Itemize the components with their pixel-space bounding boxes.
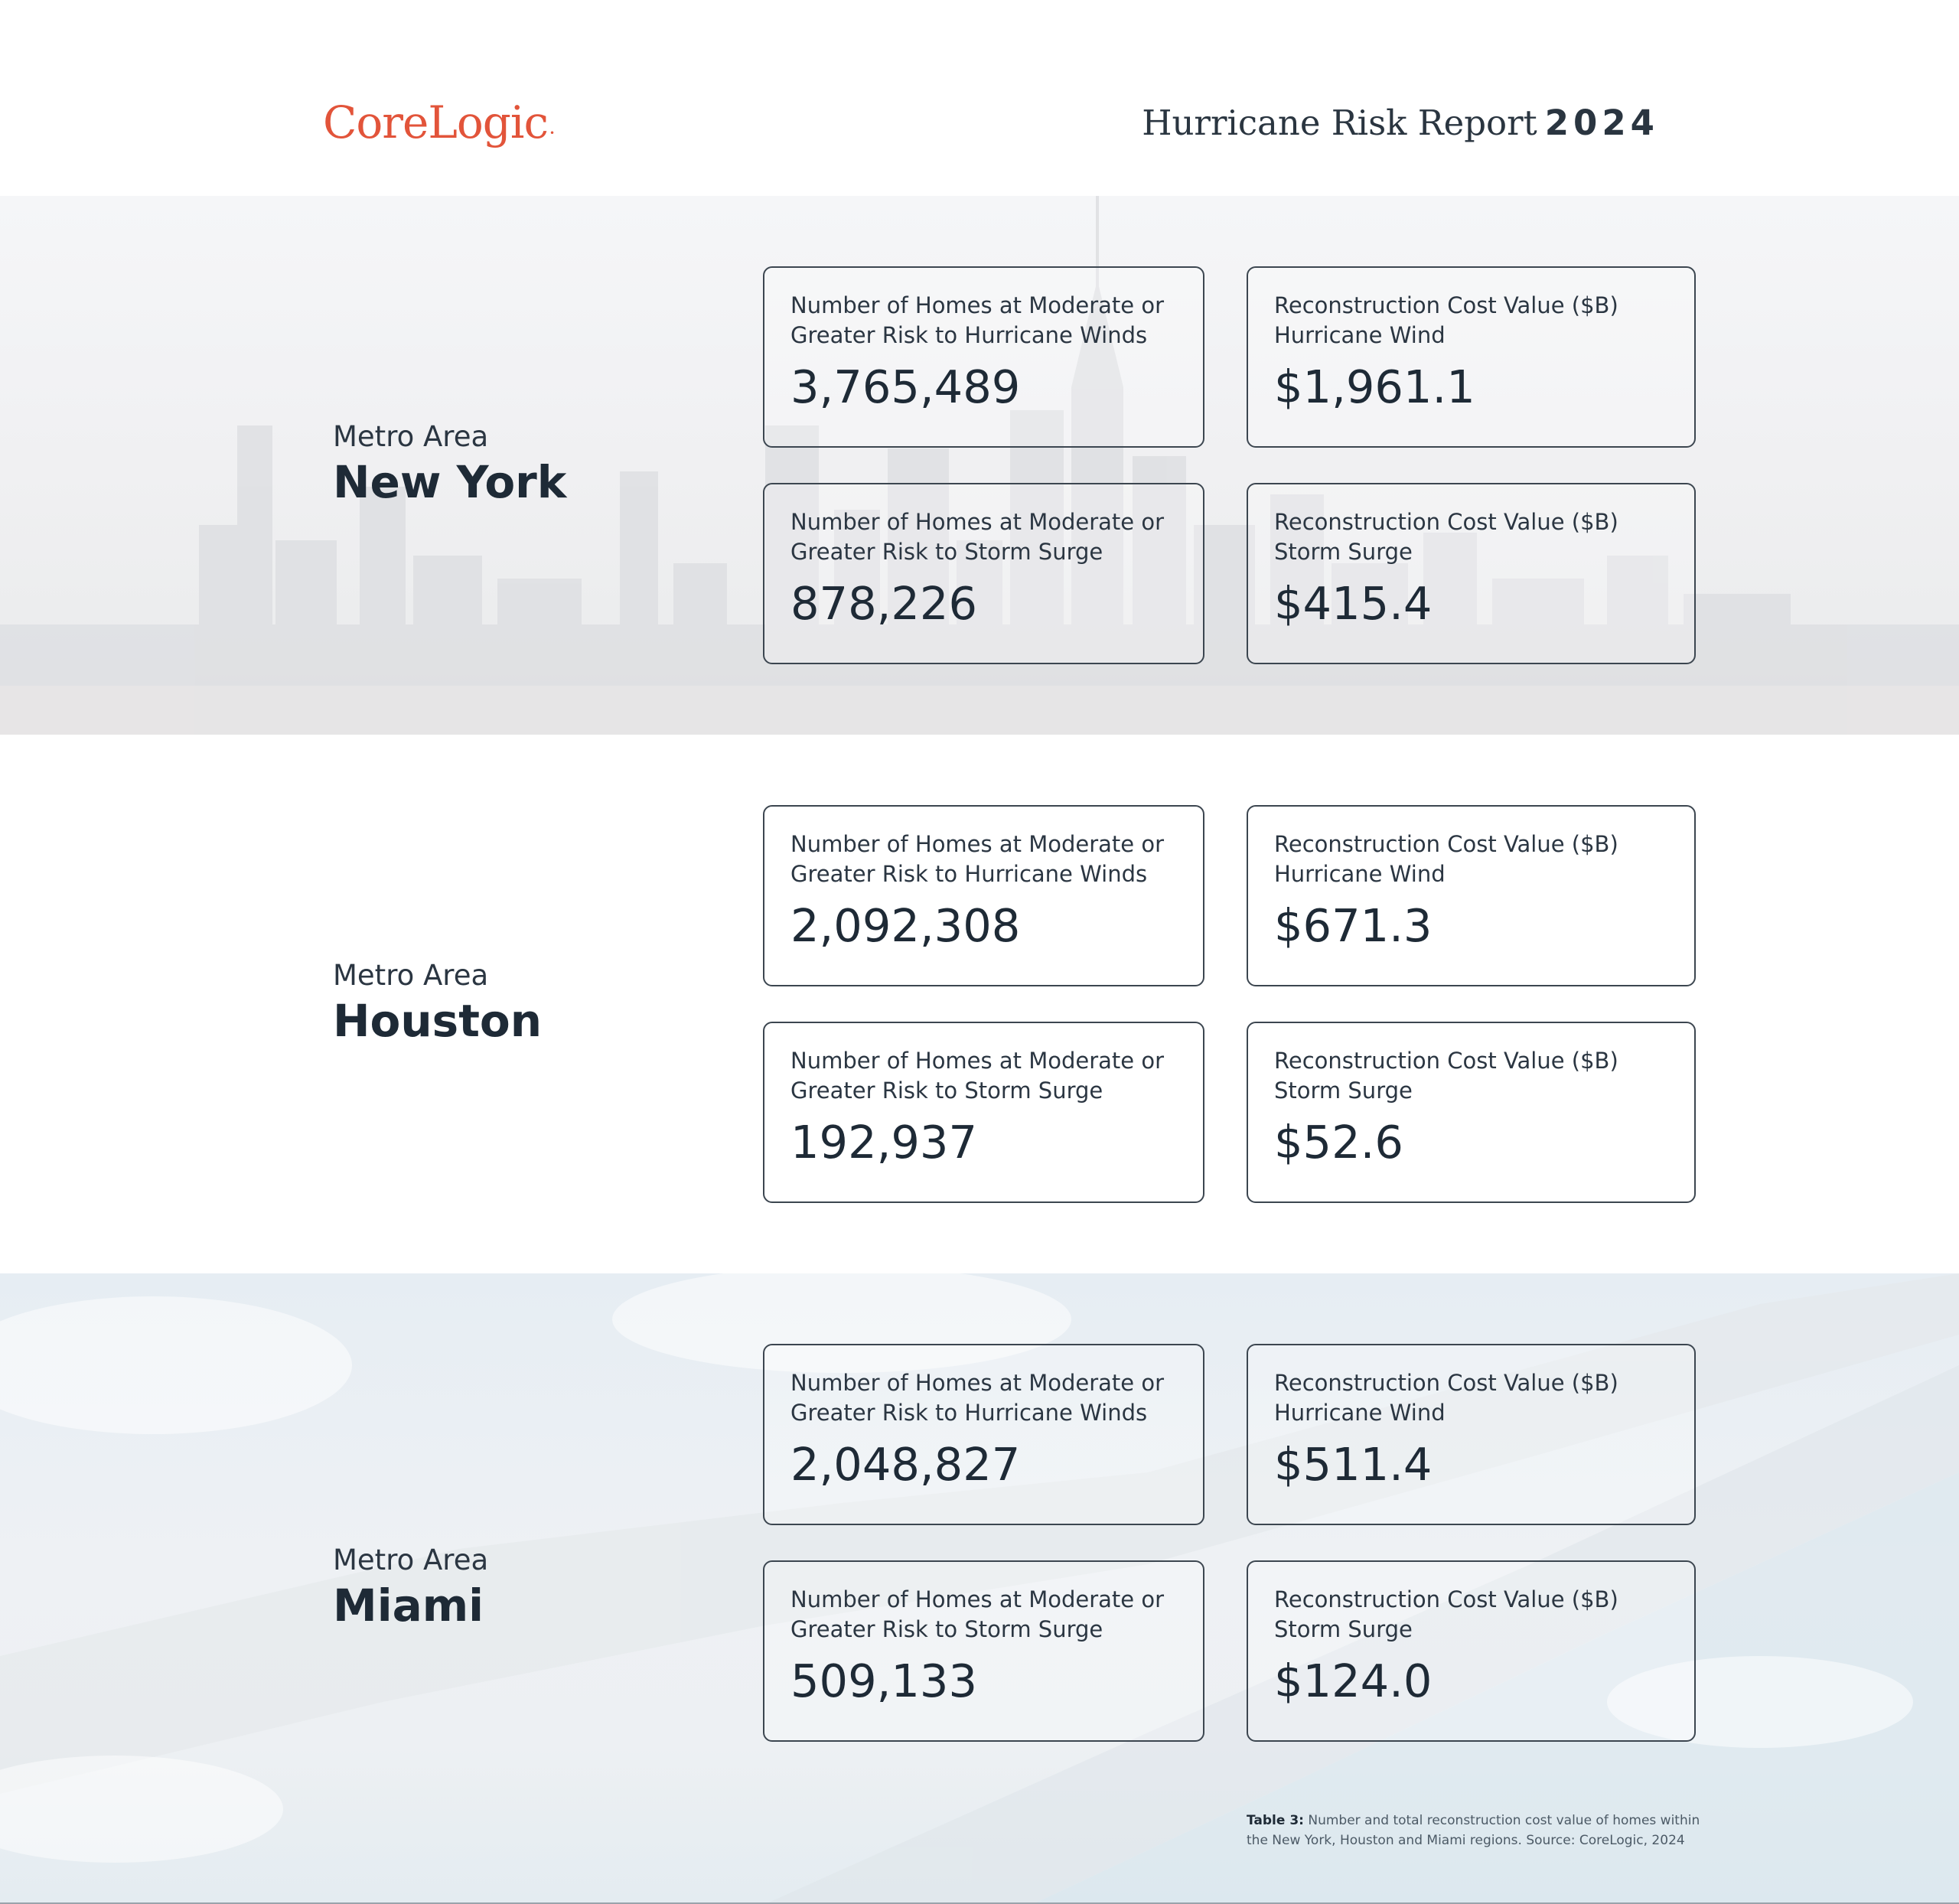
stat-label: Reconstruction Cost Value ($B) Hurricane Wind: [1274, 831, 1618, 887]
metro-heading: [333, 419, 566, 510]
stat-value: $415.4: [1274, 577, 1433, 630]
stat-value: 2,092,308: [790, 899, 1021, 952]
stat-value: $1,961.1: [1274, 360, 1475, 413]
report-year: 2024: [1544, 103, 1659, 143]
stat-card-cost-surge: [1247, 483, 1696, 664]
stat-value: $511.4: [1274, 1438, 1433, 1491]
stat-value: 3,765,489: [790, 360, 1021, 413]
stat-card-homes-wind: [763, 805, 1204, 986]
stat-value: 2,048,827: [790, 1438, 1021, 1491]
metro-name: Miami: [333, 1580, 484, 1632]
stat-label: Reconstruction Cost Value ($B) Hurricane Wind: [1274, 292, 1618, 348]
stat-value: $671.3: [1274, 899, 1433, 952]
caption-lead: Table 3:: [1247, 1813, 1304, 1828]
metro-area-label: Metro Area: [333, 420, 489, 453]
metro-section-miami: [0, 1273, 1959, 1904]
stat-value: $124.0: [1274, 1655, 1433, 1707]
stat-card-cost-wind: [1247, 805, 1696, 986]
stat-value: $52.6: [1274, 1116, 1403, 1169]
metro-heading: [333, 1543, 488, 1633]
page-header: [0, 0, 1959, 196]
stat-label: Reconstruction Cost Value ($B) Storm Surge: [1274, 1048, 1618, 1104]
stat-label: Number of Homes at Moderate or Greater Risk to Hurricane Winds: [790, 1370, 1165, 1426]
metro-area-label: Metro Area: [333, 959, 489, 992]
stat-card-homes-surge: [763, 483, 1204, 664]
stat-label: Reconstruction Cost Value ($B) Storm Surge: [1274, 1586, 1618, 1642]
stat-card-cost-wind: [1247, 1344, 1696, 1525]
stat-label: Number of Homes at Moderate or Greater Risk to Hurricane Winds: [790, 292, 1165, 348]
stat-label: Number of Homes at Moderate or Greater Risk to Storm Surge: [790, 1048, 1165, 1104]
stat-value: 509,133: [790, 1655, 977, 1707]
metro-area-label: Metro Area: [333, 1544, 489, 1576]
logo-text: CoreLogic: [323, 96, 548, 148]
stat-card-homes-surge: [763, 1022, 1204, 1203]
metro-section-houston: [0, 735, 1959, 1273]
metro-section-new-york: [0, 196, 1959, 735]
stat-card-cost-surge: [1247, 1022, 1696, 1203]
stat-label: Number of Homes at Moderate or Greater Risk to Storm Surge: [790, 1586, 1165, 1642]
stat-card-cost-wind: [1247, 266, 1696, 448]
stat-card-homes-wind: [763, 1344, 1204, 1525]
stat-label: Number of Homes at Moderate or Greater Risk to Storm Surge: [790, 509, 1165, 565]
metro-heading: [333, 958, 542, 1048]
metro-name: Houston: [333, 995, 543, 1047]
metro-name: New York: [333, 456, 567, 508]
stat-label: Number of Homes at Moderate or Greater Risk to Hurricane Winds: [790, 831, 1165, 887]
stat-value: 192,937: [790, 1116, 977, 1169]
logo-mark: •: [549, 128, 555, 139]
report-title: [1142, 99, 1659, 147]
stat-label: Reconstruction Cost Value ($B) Hurricane Wind: [1274, 1370, 1618, 1426]
stat-label: Reconstruction Cost Value ($B) Storm Surge: [1274, 509, 1618, 565]
report-title-text: Hurricane Risk Report: [1142, 103, 1537, 143]
stat-card-homes-wind: [763, 266, 1204, 448]
stat-value: 878,226: [790, 577, 977, 630]
stat-card-homes-surge: [763, 1560, 1204, 1742]
corelogic-logo: [323, 93, 555, 152]
stat-card-cost-surge: [1247, 1560, 1696, 1742]
caption-text: Number and total reconstruction cost value of homes within the New York, Houston and Miami regions. Source: CoreLogic, 2024: [1247, 1813, 1700, 1848]
table-caption: [1247, 1811, 1706, 1850]
